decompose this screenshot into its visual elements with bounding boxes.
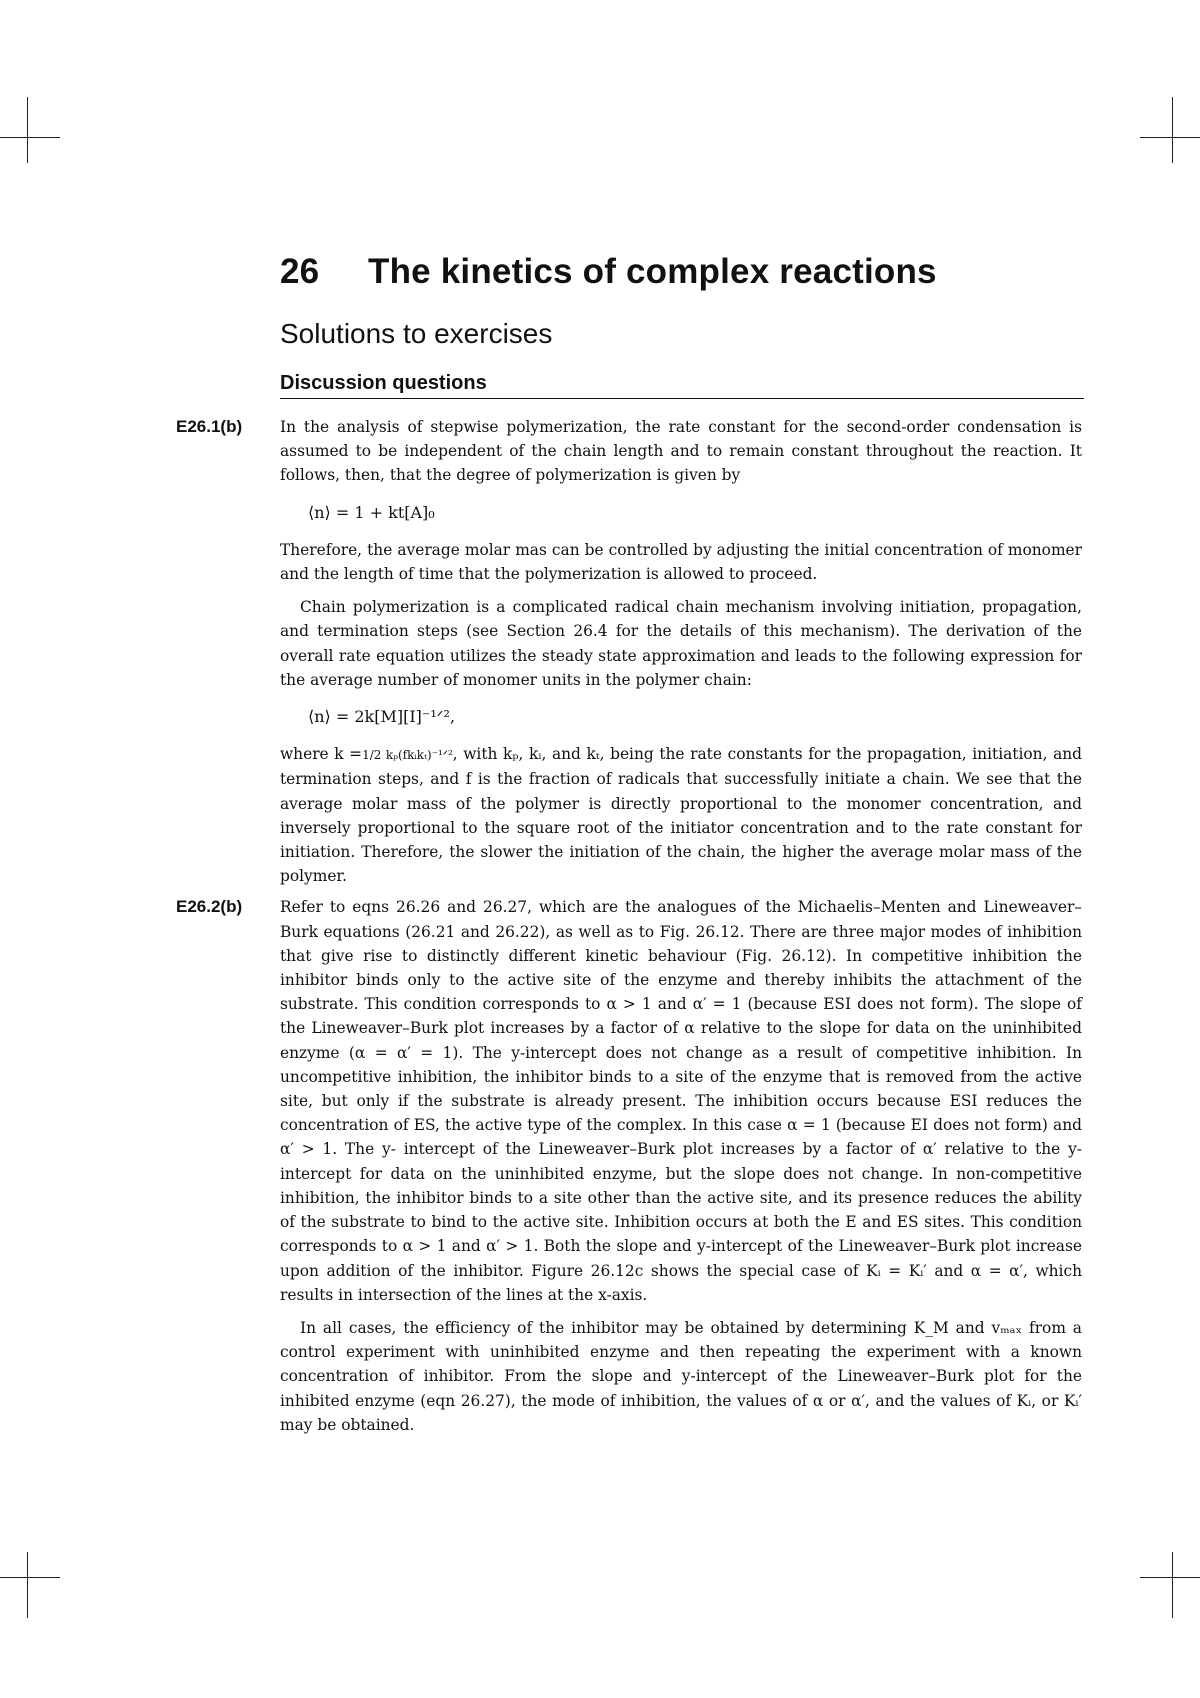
page-subtitle: Solutions to exercises bbox=[280, 318, 553, 349]
body-text bbox=[176, 415, 1083, 1437]
chapter-title: The kinetics of complex reactions bbox=[368, 252, 937, 291]
paragraph: Refer to eqns 26.26 and 26.27, which are the analogues of the Michaelis–Menten and Lineweaver–Burk equations (26.21 and 26.22), as well as to Fig. 26.12. There are three major modes of inhibition that give rise to distinctly different kinetic behaviour (Fig. 26.12). In competitive inhibition the inhibitor binds only to the active site of the enzyme and thereby inhibits the attachment of the substrate. This condition corresponds to α > 1 and α′ = 1 (because ESI does not form). The slope of the Lineweaver–Burk plot increases by a factor of α relative to the slope for data on the uninhibited enzyme (α = α′ = 1). The y-intercept does not change as a result of competitive inhibition. In uncompetitive inhibition, the inhibitor binds to a site of the enzyme that is removed from the active site, but only if the substrate is already present. The inhibition occurs because ESI reduces the concentration of ES, the active type of the complex. In this case α = 1 (because EI does not form) and α′ > 1. The y- intercept of the Lineweaver–Burk plot increases by a factor of α′ relative to the y-intercept for data on the uninhibited enzyme, but the slope does not change. In non-competitive inhibition, the inhibitor binds to a site other than the active site, and its presence reduces the ability of the substrate to bind to the active site. Inhibition occurs at both the E and ES sites. This condition corresponds to α > 1 and α′ > 1. Both the slope and y-intercept of the Lineweaver–Burk plot increase upon addition of the inhibitor. Figure 26.12c shows the special case of Kᵢ = Kᵢ′ and α = α′, which results in intersection of the lines at the x-axis. bbox=[280, 898, 1082, 1304]
exercise-e26-1b bbox=[176, 415, 1083, 888]
chapter-number: 26 bbox=[280, 252, 320, 291]
exercise-e26-2b bbox=[176, 895, 1082, 1436]
equation-degree-polymerization: ⟨n⟩ = 1 + kt[A]₀ bbox=[308, 502, 435, 522]
text-run: , with kₚ, kᵢ, and kₜ, being the rate constants for the propagation, initiation, and termination steps, and f is the fraction of radicals that successfully initiate a chain. We see that the average molar mass of the polymer is directly proportional to the monomer concentration, and inversely proportional to the square root of the initiator concentration and to the rate constant for initiation. Therefore, the slower the initiation of the chain, the higher the average molar mass of the polymer. bbox=[280, 745, 1083, 886]
text-run: where k = bbox=[280, 745, 363, 764]
paragraph: Chain polymerization is a complicated radical chain mechanism involving initiation, propagation, and termination steps (see Section 26.4 for the details of this mechanism). The derivation of the overall rate equation utilizes the steady state approximation and leads to the following expression for the average number of monomer units in the polymer chain: bbox=[280, 598, 1082, 689]
chapter-heading bbox=[280, 252, 937, 292]
exercise-label: E26.1(b) bbox=[176, 417, 243, 436]
section-heading: Discussion questions bbox=[280, 372, 1084, 399]
paragraph: Therefore, the average molar mas can be controlled by adjusting the initial concentration of monomer and the length of time that the polymerization is allowed to proceed. bbox=[280, 540, 1082, 584]
exercise-label: E26.2(b) bbox=[176, 897, 243, 917]
paragraph bbox=[280, 742, 1082, 888]
equation-chain-length: ⟨n⟩ = 2k[M][I]⁻¹ᐟ², bbox=[308, 707, 456, 727]
rate-constant-expression: 1/2 kₚ(fkᵢkₜ)⁻¹ᐟ² bbox=[362, 748, 453, 763]
paragraph: In the analysis of stepwise polymerization, the rate constant for the second-order condensation is assumed to be independent of the chain length and to remain constant throughout the reaction. It follows, then, that the degree of polymerization is given by bbox=[280, 418, 1082, 485]
paragraph: In all cases, the efficiency of the inhibitor may be obtained by determining K_M and vₘₐₓ from a control experiment with uninhibited enzyme and then repeating the experiment with a known concentration of inhibitor. From the slope and y-intercept of the Lineweaver–Burk plot for the inhibited enzyme (eqn 26.27), the mode of inhibition, the values of α or α′, and the values of Kᵢ, or Kᵢ′ may be obtained. bbox=[280, 1318, 1082, 1434]
